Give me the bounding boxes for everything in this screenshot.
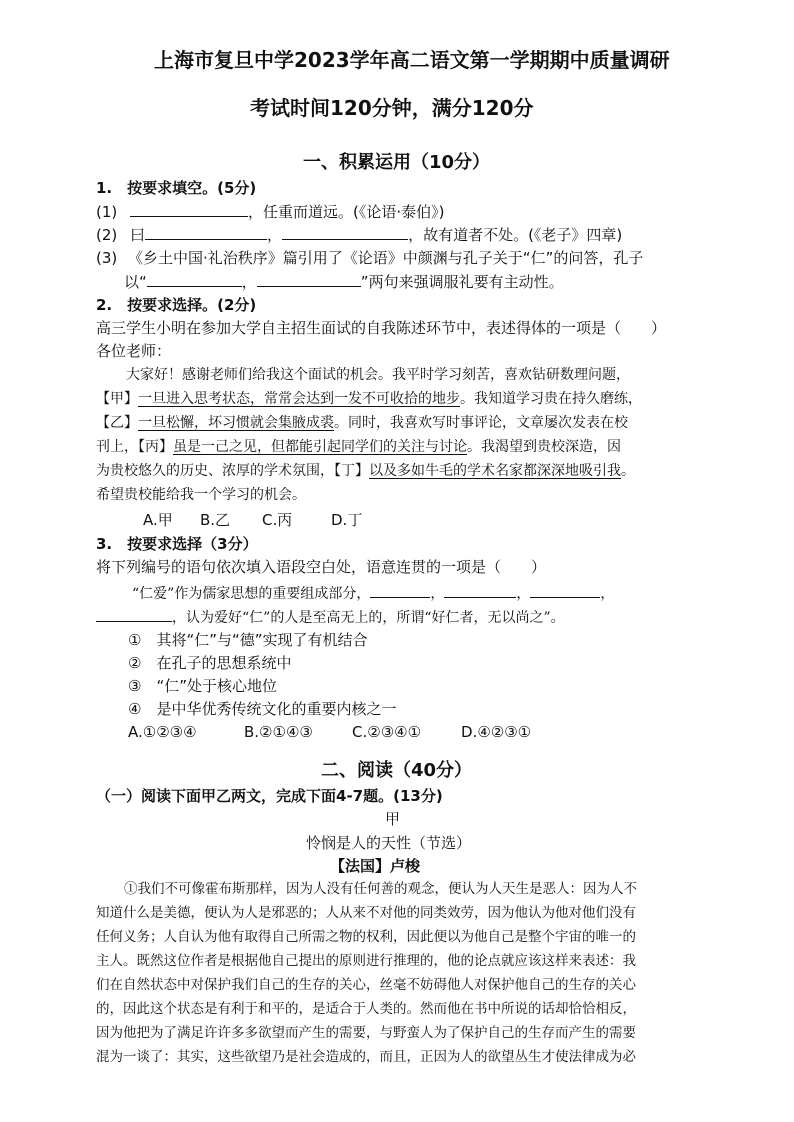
item-number: (2) xyxy=(96,226,118,244)
answer-blank[interactable] xyxy=(282,227,408,240)
line-text: 《乡土中国·礼治秩序》篇引用了《论语》中颜渊与孔子关于“仁”的问答，孔子 xyxy=(128,249,644,267)
option-d[interactable]: D.丁 xyxy=(331,511,363,529)
item-number: (3) xyxy=(96,249,118,267)
marker-ding: 为贵校悠久的历史、浓厚的学术氛围，【丁】 xyxy=(96,463,369,479)
line-text: 以“ xyxy=(124,273,147,291)
passage-line xyxy=(96,440,621,454)
line-text: ， xyxy=(516,586,531,602)
marker-bing: 刊上，【丙】 xyxy=(96,439,173,455)
essay-line: 主人。既然这位作者是根据他自己提出的原则进行推理的，他的论点就应该这样来表述：我 xyxy=(96,953,636,969)
question-stem: 3. 按要求选择（3分） xyxy=(96,535,258,553)
passage-greeting: 各位老师： xyxy=(96,342,172,360)
section-heading: 二、阅读（40分） xyxy=(321,760,473,781)
line-text: ， xyxy=(241,273,257,291)
section-heading: 一、积累运用（10分） xyxy=(303,152,491,173)
option-d[interactable]: D.④②③① xyxy=(461,723,532,741)
answer-blank[interactable] xyxy=(444,585,516,598)
passage-line: 大家好！感谢老师们给我这个面试的机会。我平时学习刻苦，喜欢钻研数理问题， xyxy=(126,367,630,383)
passage-line xyxy=(96,609,565,625)
line-text: ， xyxy=(430,586,445,602)
underlined-phrase: 一旦松懈，坏习惯就会集腋成裘 xyxy=(138,415,334,431)
answer-blank[interactable] xyxy=(145,227,267,240)
option-c[interactable]: C.②③④① xyxy=(352,723,422,741)
option-b[interactable]: B.②①④③ xyxy=(244,723,313,741)
item-number: (1) xyxy=(96,203,118,221)
subsection-heading: （一）阅读下面甲乙两文，完成下面4-7题。(13分) xyxy=(96,787,443,805)
text-label: 甲 xyxy=(385,810,401,828)
question-intro: 将下列编号的语句依次填入语段空白处，语意连贯的一项是（ ） xyxy=(96,558,547,576)
line-text: ，故有道者不处。(《老子》四章) xyxy=(408,226,623,244)
line-text: 。我渴望到贵校深造，因 xyxy=(467,439,621,455)
fill-line-2 xyxy=(96,227,622,243)
answer-blank[interactable] xyxy=(530,585,600,598)
underlined-phrase: 以及多如牛毛的学术名家都深深地吸引我 xyxy=(369,463,621,479)
passage-line xyxy=(96,416,628,430)
line-text: 曰 xyxy=(130,226,146,244)
line-text: ， xyxy=(267,226,283,244)
passage-line xyxy=(132,585,614,601)
fill-line-1 xyxy=(96,204,445,220)
fill-line-3b xyxy=(124,274,564,290)
underlined-phrase: 虽是一己之见，但都能引起同学们的关注与讨论 xyxy=(173,439,467,455)
essay-title: 怜悯是人的天性（节选） xyxy=(306,834,472,852)
underlined-phrase: 一旦进入思考状态，常常会达到一发不可收拾的地步 xyxy=(138,391,460,407)
option-a[interactable]: A.甲 xyxy=(143,511,173,529)
sentence-item: ③ “仁”处于核心地位 xyxy=(128,677,277,695)
passage-line xyxy=(96,464,635,478)
option-c[interactable]: C.丙 xyxy=(262,511,293,529)
line-text: 。同时，我喜欢写时事评论，文章屡次发表在校 xyxy=(334,415,628,431)
line-text: ，认为爱好“仁”的人是至高无上的，所谓“好仁者，无以尚之”。 xyxy=(172,610,565,626)
fill-line-3 xyxy=(96,251,643,266)
essay-author: 【法国】卢梭 xyxy=(330,857,421,875)
option-b[interactable]: B.乙 xyxy=(200,511,231,529)
sentence-item: ① 其将“仁”与“德”实现了有机结合 xyxy=(128,631,368,649)
line-text: ”两句来强调服礼要有主动性。 xyxy=(360,273,564,291)
marker-jia: 【甲】 xyxy=(96,391,138,407)
sentence-item: ② 在孔子的思想系统中 xyxy=(128,654,292,672)
line-text: ，任重而道远。(《论语·泰伯》) xyxy=(248,203,445,221)
essay-line: 因为他把为了满足许许多多欲望而产生的需要，与野蛮人为了保护自己的生存而产生的需要 xyxy=(96,1025,636,1041)
answer-blank[interactable] xyxy=(147,274,242,287)
line-text: “仁爱”作为儒家思想的重要组成部分， xyxy=(132,586,371,602)
essay-line: ①我们不可像霍布斯那样，因为人没有任何善的观念，便认为人天生是恶人：因为人不 xyxy=(124,881,637,897)
answer-blank[interactable] xyxy=(96,609,172,622)
sentence-item: ④ 是中华优秀传统文化的重要内核之一 xyxy=(128,700,397,718)
answer-blank[interactable] xyxy=(370,585,430,598)
essay-line: 任何义务；人自认为他有取得自己所需之物的权利，因此便以为他自己是整个宇宙的唯一的 xyxy=(96,929,636,945)
essay-line: 混为一谈了：其实，这些欲望乃是社会造成的，而且，正因为人的欲望丛生才使法律成为必 xyxy=(96,1049,636,1065)
option-a[interactable]: A.①②③④ xyxy=(128,723,197,741)
line-text: 。我知道学习贵在持久磨练， xyxy=(460,391,642,407)
question-stem: 1. 按要求填空。(5分) xyxy=(96,179,257,197)
essay-line: 的，因此这个状态是有利于和平的，是适合于人类的。然而他在书中所说的话却恰恰相反， xyxy=(96,1001,636,1017)
essay-line: 们在自然状态中对保护我们自己的生存的关心，丝毫不妨碍他人对保护他自己的生存的关心 xyxy=(96,977,636,993)
question-stem: 2. 按要求选择。(2分) xyxy=(96,296,257,314)
marker-yi: 【乙】 xyxy=(96,415,138,431)
question-intro: 高三学生小明在参加大学自主招生面试的自我陈述环节中，表述得体的一项是（ ） xyxy=(96,319,667,337)
passage-line: 希望贵校能给我一个学习的机会。 xyxy=(96,487,306,503)
line-text: ， xyxy=(600,586,615,602)
page-subtitle: 考试时间120分钟，满分120分 xyxy=(250,96,534,120)
answer-blank[interactable] xyxy=(130,204,248,217)
answer-blank[interactable] xyxy=(257,274,361,287)
page-title: 上海市复旦中学2023学年高二语文第一学期期中质量调研 xyxy=(154,48,670,72)
passage-line xyxy=(96,392,642,406)
essay-line: 知道什么是美德，便认为人是邪恶的；人从来不对他的同类效劳，因为他认为他对他们没有 xyxy=(96,905,636,921)
line-text: 。 xyxy=(621,463,635,479)
